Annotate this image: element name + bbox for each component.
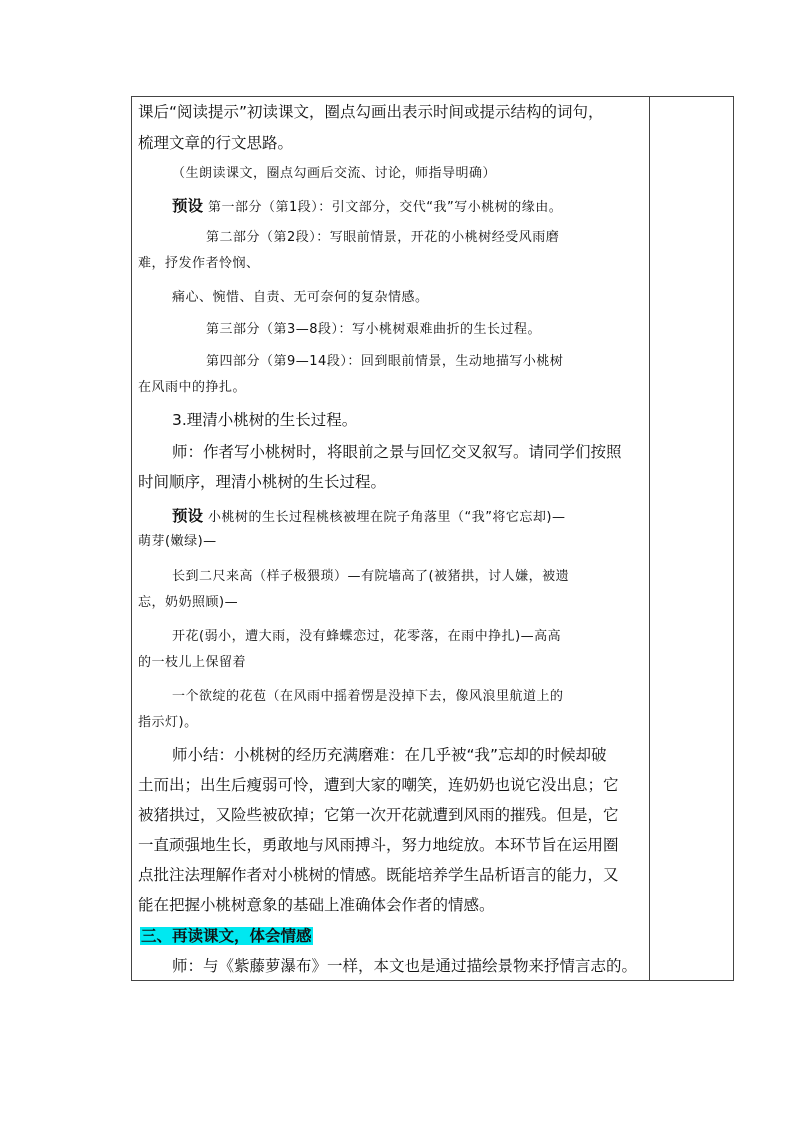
text-line: 一个欲绽的花苞（在风雨中摇着愣是没掉下去，像风浪里航道上的 bbox=[172, 689, 564, 704]
text-line: 师：作者写小桃树时，将眼前之景与回忆交叉叙写。请同学们按照 bbox=[172, 443, 622, 461]
lesson-table bbox=[131, 96, 734, 981]
text-line: 土而出；出生后瘦弱可怜，遭到大家的嘲笑，连奶奶也说它没出息；它 bbox=[138, 776, 619, 794]
notes-column bbox=[651, 97, 733, 980]
text-line: 师：与《紫藤萝瀑布》一样，本文也是通过描绘景物来抒情言志的。 bbox=[172, 957, 638, 975]
text-line: 小桃树的生长过程桃核被埋在院子角落里（“我”将它忘却)— bbox=[207, 510, 566, 525]
text-line: 在风雨中的挣扎。 bbox=[138, 380, 247, 395]
text-line: 第二部分（第2段）：写眼前情景，开花的小桃树经受风雨磨 bbox=[206, 230, 560, 245]
preset-line bbox=[172, 195, 562, 219]
text-line: 指示灯)。 bbox=[138, 715, 198, 730]
text-line: （生朗读课文，圈点勾画后交流、讨论，师指导明确） bbox=[172, 166, 497, 181]
text-line: 被猪拱过，又险些被砍掉；它第一次开花就遭到风雨的摧残。但是，它 bbox=[138, 806, 619, 824]
preset-label: 预设 bbox=[172, 507, 204, 525]
section-subtitle: 3.理清小桃树的生长过程。 bbox=[172, 411, 358, 429]
text-line: 一直顽强地生长，勇敢地与风雨搏斗，努力地绽放。本环节旨在运用圈 bbox=[138, 836, 619, 854]
text-line: 点批注法理解作者对小桃树的情感。既能培养学生品析语言的能力，又 bbox=[138, 866, 619, 884]
text-line: 梳理文章的行文思路。 bbox=[138, 134, 294, 152]
text-line: 师小结：小桃树的经历充满磨难：在几乎被“我”忘却的时候却破 bbox=[172, 746, 607, 764]
section-heading-text: 三、再读课文，体会情感 bbox=[141, 927, 312, 945]
column-divider bbox=[649, 97, 650, 980]
text-line: 难，抒发作者怜悯、 bbox=[138, 256, 260, 271]
text-line: 第一部分（第1段）：引文部分，交代“我”写小桃树的缘由。 bbox=[207, 200, 563, 215]
text-line: 时间顺序，理清小桃树的生长过程。 bbox=[138, 473, 387, 491]
text-line: 的一枝儿上保留着 bbox=[138, 655, 247, 670]
text-line: 能在把握小桃树意象的基础上准确体会作者的情感。 bbox=[138, 896, 495, 914]
text-line: 忘，奶奶照顾)— bbox=[138, 595, 239, 610]
text-line: 痛心、惋惜、自责、无可奈何的复杂情感。 bbox=[172, 290, 429, 305]
text-line: 长到二尺来高（样子极猥琐）—有院墙高了(被猪拱，讨人嫌，被遗 bbox=[172, 569, 570, 584]
preset-line bbox=[172, 505, 566, 529]
text-line: 课后“阅读提示”初读课文，圈点勾画出表示时间或提示结构的词句， bbox=[138, 103, 604, 121]
text-line: 开花(弱小，遭大雨，没有蜂蝶恋过，花零落，在雨中挣扎)—高高 bbox=[172, 629, 562, 644]
text-line: 第三部分（第3—8段）：写小桃树艰难曲折的生长过程。 bbox=[206, 322, 542, 337]
text-line: 第四部分（第9—14段）：回到眼前情景，生动地描写小桃树 bbox=[206, 354, 564, 369]
section-heading bbox=[140, 925, 313, 947]
preset-label: 预设 bbox=[172, 197, 204, 215]
text-line: 萌芽(嫩绿)— bbox=[138, 534, 217, 549]
